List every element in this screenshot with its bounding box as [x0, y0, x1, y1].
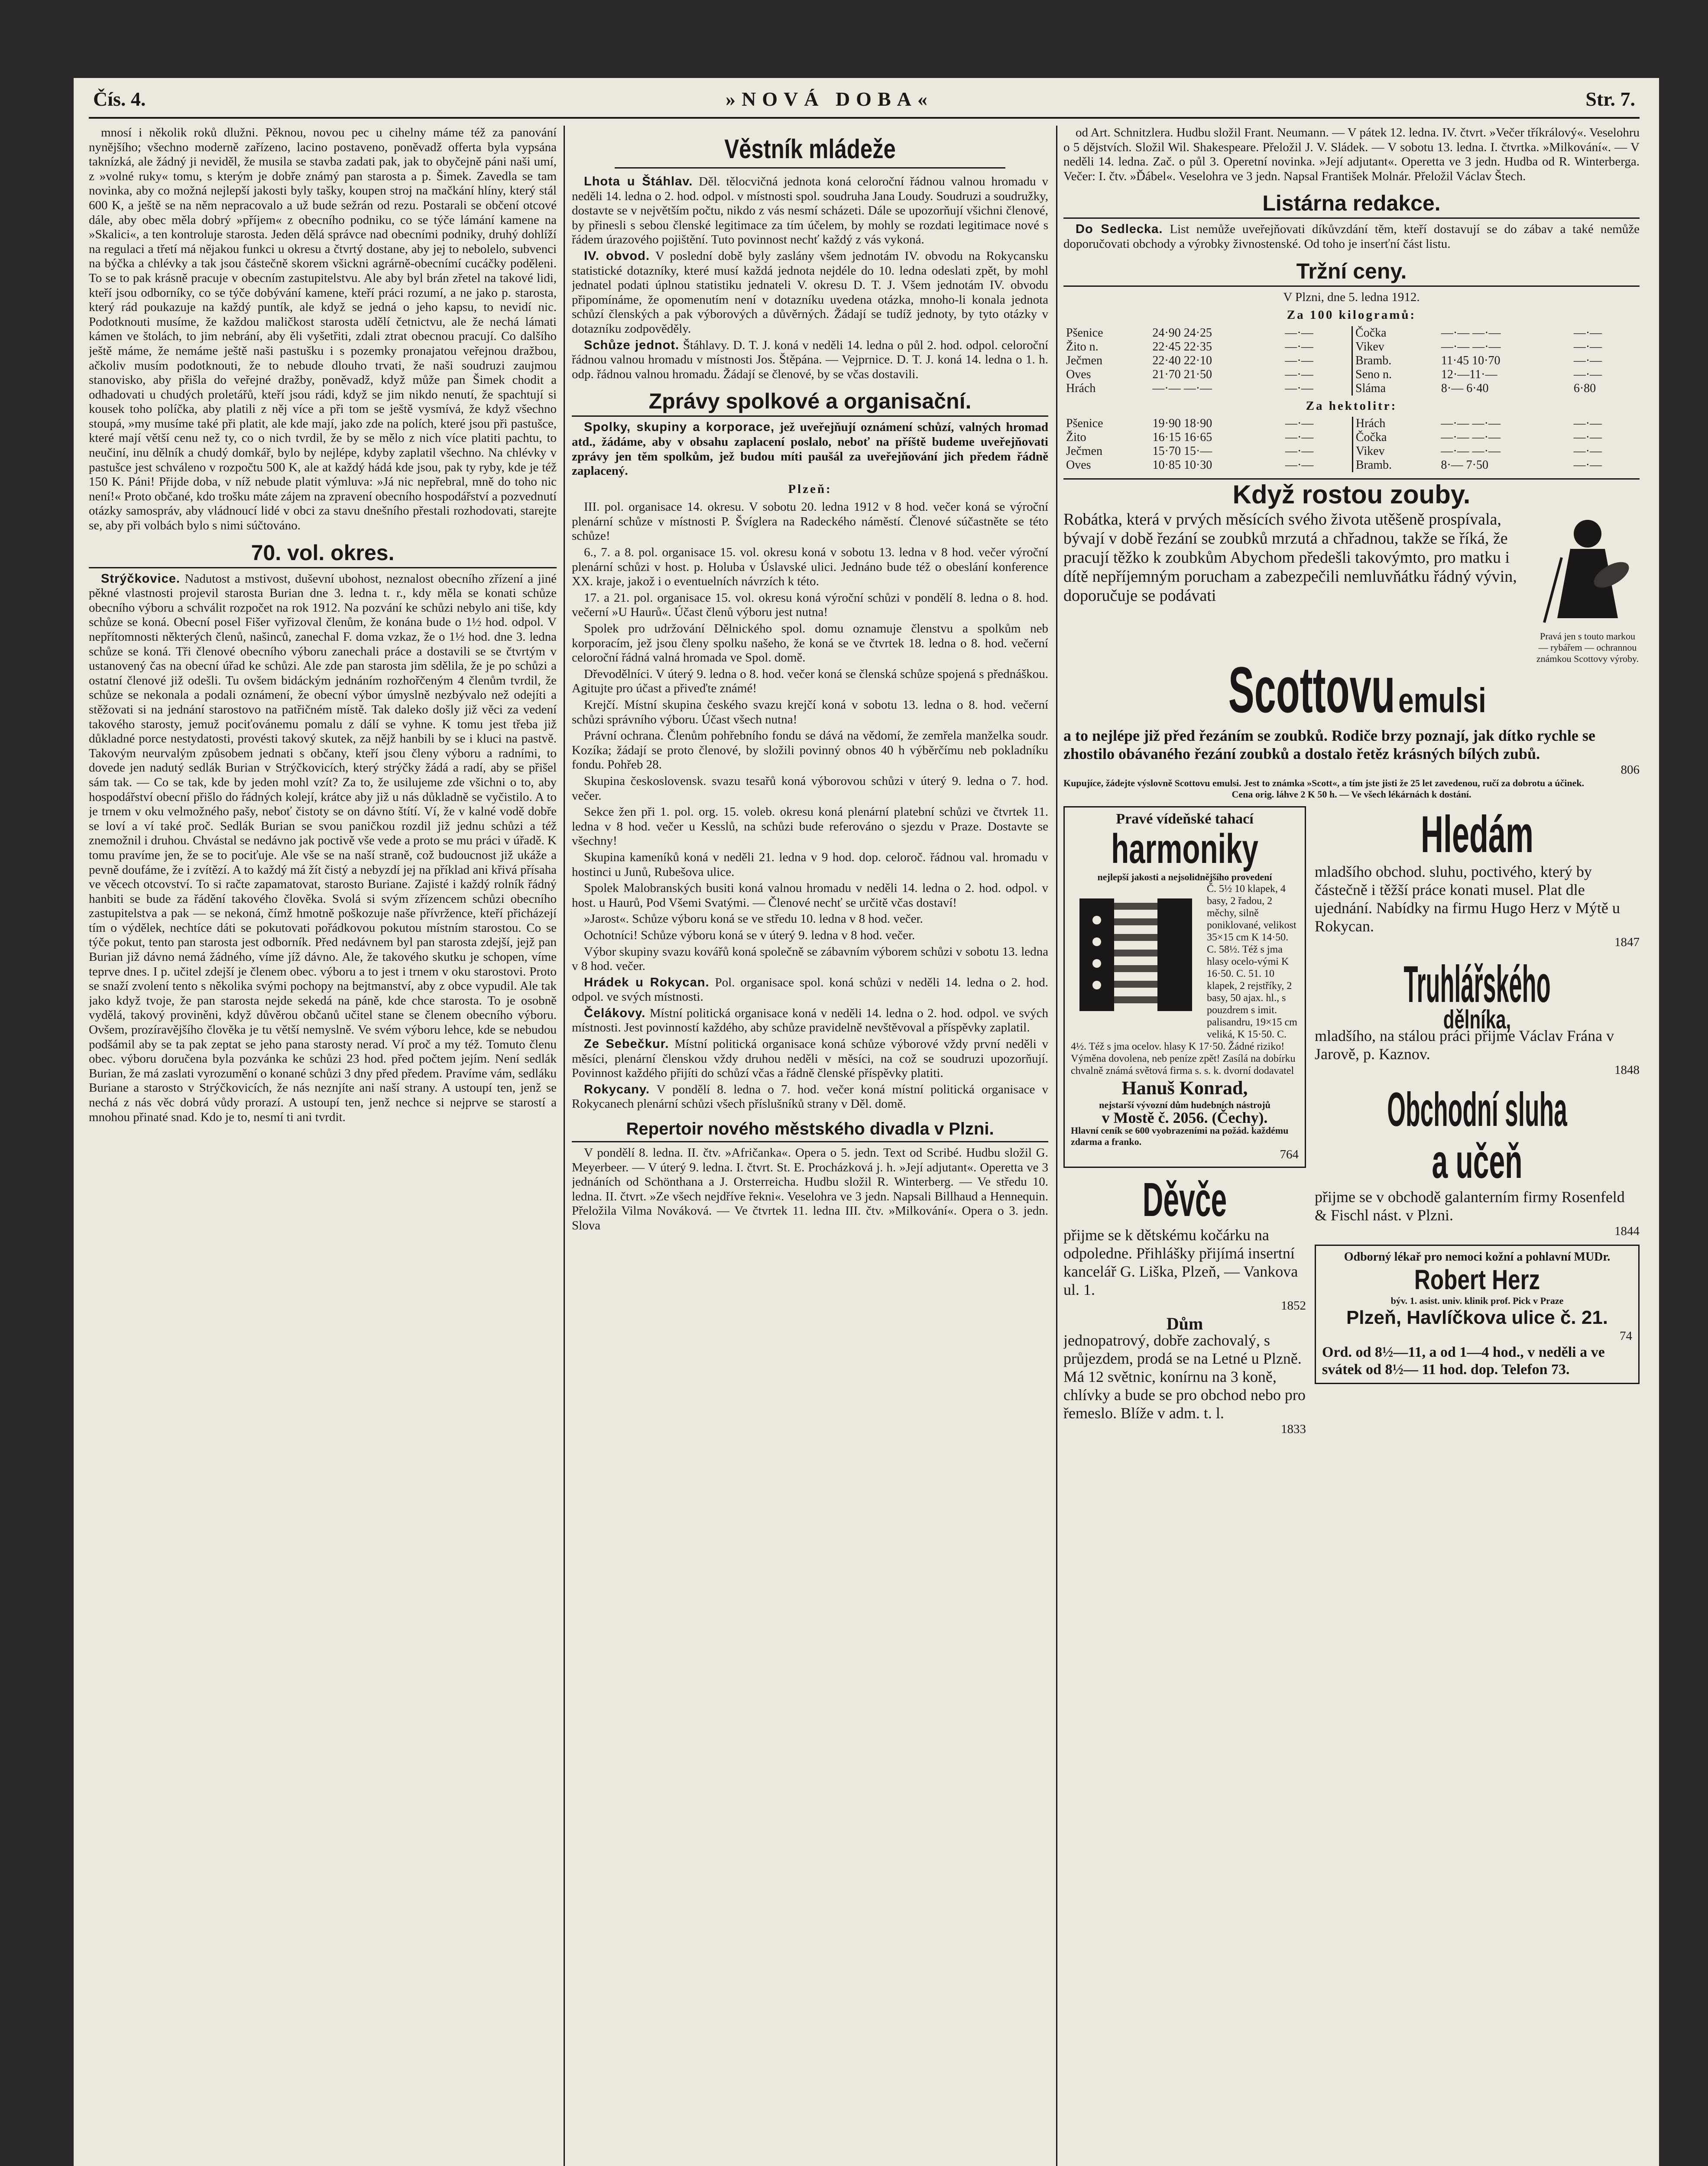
- article-paragraph: [572, 175, 1048, 247]
- city-heading: Plzeň:: [788, 482, 832, 496]
- accordion-icon: [1071, 885, 1201, 1028]
- section-heading: Listárna redakce.: [1063, 191, 1640, 219]
- market-cell: 11·45 10·70: [1441, 353, 1501, 367]
- ad-text: Robátka, která v prvých měsících svého života utěšeně prospívala, bývají v době řezání se zoubků mrzutá a chřadnou, takže se říká, že pracují těžko k zoubkům Abychom předešli takovýmto, pro matku i dítě nepříjemným porucham a zabezpečili nemluvňátku řádný vývin, doporučuje se podávati: [1063, 510, 1517, 605]
- market-cell: Žito: [1066, 431, 1086, 444]
- market-row: [1063, 326, 1640, 340]
- ad-title: Dům: [1166, 1314, 1203, 1334]
- fisherman-icon: [1536, 510, 1640, 627]
- market-subheading: Za 100 kilogramů:: [1287, 308, 1416, 322]
- ad-number: 74: [1620, 1329, 1632, 1343]
- ad-text: jednopatrový, dobře zachovalý, s průjezdem, prodá se na Letné u Plzně. Má 12 světnic, konírnu na 3 koně, chlívky a bude se pro obchod nebo pro řemeslo. Blíže v adm. t. l.: [1063, 1331, 1306, 1422]
- ad-top: Odborný lékař pro nemoci kožní a pohlavní MUDr.: [1344, 1250, 1611, 1264]
- market-cell: —·—: [1285, 444, 1314, 458]
- notice-item: Dřevodělníci. V úterý 9. ledna o 8. hod. večer koná se členská schůze spojená s přednáškou. Agitujte pro účast a přiveďte známé!: [572, 667, 1048, 696]
- ad-hours: Ord. od 8½—11, a od 1—4 hod., v neděli a ve svátek od 8½— 11 hod. dop. Telefon 73.: [1322, 1344, 1605, 1378]
- market-cell: —·—: [1573, 353, 1602, 367]
- ad-number: 1847: [1614, 935, 1640, 949]
- notice-list: [572, 500, 1048, 973]
- market-subheading: Za hektolitr:: [1306, 399, 1397, 413]
- column-rule: [1056, 126, 1057, 2166]
- article-paragraph: mnosí i několik roků dlužni. Pěknou, novou pec u cihelny máme též za panování nynějšího; všechno moderně zařízeno, lacino postaveno, poněvadž offerta byla vypsána taknízká, ale žádný ji neviděl, že musila se stavba zadati pak, jak to obyčejně páni naši umí, z »volné ruky« tomu, s kterým je dobře známý pan starosta a p. Šimek. Zavedla se tam novinka, aby co možná nejlepší jakosti byly tašky, koupen stroj na mačkání hlíny, který stál 600 K, a ještě se na něm nepracovalo a už bude sežrán od rezu. Postarali se občení otcové dále, aby obec měla dobrý »příjem« z obecního podniku, co se týče lámání kamene na »Skalici«, a ten kontroluje starosta. Jeden dělá správce nad obecními podniky, druhý dohlíží na regulaci a třetí má nějakou funkci u okresu a čtvrtý dostane, aby jej to nebolelo, subvenci na býčka a chlévky a tak jsou částečně skorem všickni agrárně-obecnímí cucáčky poděleni. To se to pak krásně pracuje v obecním zastupitelstvu. Ale aby byl brán zřetel na takové lidi, kteří jsou odborníky, co se týče dobývání kamene, kteří práci rozumí, a ne jako p. starosta, který rád poukazuje na každý puntík, ale když se jedná o jeho kapsu, to nevidí nic. Podotknouti musíme, že každou maličkost starosta udělí četnictvu, ale že nechá lámati kámen ve štolách, to jim nebrání, aby ěli vyšetřiti, zdali ztrat obecnou pracují. Co dalšího ještě máme, že nemáme ještě naši pastušku i s pozemky pronajatou veřejnou dražbou, ačkoliv musím podotknouti, že to nebude dlouho trvati, že naši soudruzi zaujmou stanovisko, aby přišla do veřejné dražby, poněvadž, když může pan Šimek chodit a odhadovati u chudých proletářů, kteří jsou rádi, když se jim nikdo nenutí, že spachtují si kousek toho políčka, aby platili z něj více a při tom se ještě vysmívá, že když všechno stoupá, »my musíme také při platit, ale kde mají, jako zde na polích, které jsou při pastušce, které mají větší cenu než ty, co o nich tvrdil, že by se mělo z nich více platiti pachtu, to neučiní, inu dělník a chudý domkář, bylo by nejlépe, kdyby zaplatil všechno. Na chlévky v pastušce jest schváleno v rozpočtu 500 K, ale at každý hádá kde jsou, pak ty ryby, kde je též 150 K. Páni! Přijde doba, v níž nebude platit výmluva: »Já nic nepřebral, mně do toho nic není!« Proto občané, kdo trošku máte zájem na zpravení obecního hospodářství a pozvednutí otázky samospráv, aby vládnoucí lidé v obci za stavu dnešního přestali rozhodovati, starejte se, aby při volbách bylo s nimi súčtováno.: [89, 126, 557, 533]
- ad-hledam: [1315, 806, 1640, 950]
- ad-small: Kupujíce, žádejte výslovně Scottovu emulsi. Jest to známka »Scott«, a tím jste jisti že 25 let zavedenou, ručí za dobrotu a účinek.: [1063, 777, 1585, 788]
- ad-text: mladšího obchod. sluhu, poctivého, který by částečně i těžší práce konati musel. Plat dle ujednání. Nabídky na firmu Hugo Herz v Mýtě u Rokycan.: [1315, 863, 1620, 935]
- trademark-caption: Pravá jen s touto markou — rybářem — ochrannou známkou Scottovy výroby.: [1536, 630, 1639, 664]
- market-cell: Seno n.: [1352, 368, 1439, 382]
- ad-city: Plzeň, Havlíčkova ulice č. 21.: [1346, 1307, 1608, 1329]
- market-cell: Ječmen: [1066, 353, 1102, 367]
- article-paragraph: [1063, 222, 1640, 251]
- notice-item: 6., 7. a 8. pol. organisace 15. vol. okresu koná v sobotu 13. ledna v 8 hod. večer výroční plenární schůzi v host. p. Holuba v Úslavské ulici. Jednáno bude též o obeslání konference XX. kraje, jakož i o eventuelních návrzích k této.: [572, 545, 1048, 589]
- newspaper-page: [74, 78, 1659, 2166]
- market-cell: —·—: [1573, 340, 1602, 353]
- market-cell: 21·70 21·50: [1152, 367, 1212, 381]
- article-lead: Ze Sebečkur.: [584, 1037, 669, 1051]
- section-heading: Tržní ceny.: [1063, 259, 1640, 287]
- ad-truhlar: [1315, 956, 1640, 1078]
- ad-number: 1844: [1614, 1224, 1640, 1238]
- notice-item: Spolek pro udržování Dělnického spol. domu oznamuje členstvu a spolkům neb korporacím, jež jsou členy spolku našeho, že koná se ve čtvrtek 18. ledna o 8. hod. večerní celoroční řádná valná hromada ve Spol. domě.: [572, 622, 1048, 665]
- ad-doctor: [1315, 1245, 1640, 1384]
- market-cell: Oves: [1066, 367, 1091, 381]
- ad-firm-sub: nejstarší vývozní dům hudebních nástrojů: [1099, 1099, 1270, 1110]
- ad-big: Děvče: [1142, 1173, 1227, 1226]
- notice-item: Výbor skupiny svazu kovářů koná společně se zábavním výborem schůzi v sobotu 13. ledna v 8 hod. večer.: [572, 944, 1048, 973]
- market-cell: —·— —·—: [1441, 326, 1501, 340]
- market-cell: Pšenice: [1066, 417, 1103, 431]
- section-heading: 70. vol. okres.: [89, 540, 557, 568]
- market-cell: Bramb.: [1352, 458, 1438, 472]
- market-cell: —·—: [1285, 381, 1313, 395]
- page-number: Str. 7.: [1585, 88, 1635, 110]
- ad-big-2: a učeň: [1432, 1135, 1523, 1188]
- article-text: V poslední době byly zaslány všem jednotám IV. obvodu na Rokycansku statistické dotazníky, které musí každá jednota nejdéle do 10. ledna odeslati zpět, by mohl jednatel podati úplnou statistiku jednateli V. okresu D. T. J. Všem jednotám IV. obvodu připomínáme, že opomenutím není v dotazníku uvedena otázka, mnoho-li konala jednota schůzí členských a pak výborových a důvěrných. Žádají se tudíž jednoty, by tyto otázky v dotazníku zodpověděly.: [572, 249, 1048, 336]
- market-cell: Hrách: [1066, 381, 1096, 395]
- article-text: Místní politická organisace koná v neděli 14. ledna o 2. hod. odpol. ve svých místnosti. Jest povinností každého, aby schůze pravidelně nevštěvoval a příspěvky zaplatil.: [572, 1006, 1048, 1035]
- ad-number: 764: [1280, 1148, 1299, 1162]
- article-text: Místní politická organisace koná schůze výborové vždy první neděli v měsíci, plenární členskou vždy druhou neděli v měsíci, na což se soudruzi upozorňují. Povinnost každého přijíti do schůzí včas a řádně členské příspěvky platiti.: [572, 1037, 1048, 1080]
- article-lead: Hrádek u Rokycan.: [584, 975, 710, 989]
- market-cell: —·—: [1573, 444, 1602, 458]
- market-cell: —·—: [1285, 458, 1314, 472]
- article-text: V pondělí 8. ledna o 7. hod. večer koná místní politická organisace v Rokycanech plenární schůzi všech příslušníků strany v Děl. domě.: [572, 1082, 1048, 1111]
- section-heading: Repertoir nového městského divadla v Plzni.: [572, 1119, 1048, 1142]
- article-text: jež uveřejňují oznámení schůzí, valných hromad atd., žádáme, aby v obsahu zaplacení poslalo, neboť na příště budeme uveřejňovati zprávy jen těm spolkům, jež budou míti paušál za uveřejňování jich předem řádně zaplacený.: [572, 420, 1048, 478]
- market-row: [1063, 354, 1640, 368]
- market-cell: Pšenice: [1066, 326, 1103, 340]
- article-lead: Do Sedlecka.: [1076, 222, 1163, 237]
- notice-item: »Jarost«. Schůze výboru koná se ve středu 10. ledna v 8 hod. večer.: [584, 912, 923, 926]
- market-cell: —·—: [1285, 326, 1313, 340]
- section-heading: Zprávy spolkové a organisační.: [572, 389, 1048, 417]
- ad-mid: dělníka,: [1443, 1005, 1511, 1034]
- market-cell: 8·— 6·40: [1441, 381, 1489, 395]
- article-lead: IV. obvod.: [584, 249, 650, 263]
- ad-city: v Mostě č. 2056. (Čechy).: [1102, 1109, 1268, 1126]
- issue-number: Čís. 4.: [93, 88, 146, 110]
- market-cell: —·— —·—: [1152, 381, 1212, 395]
- article-paragraph: [572, 1006, 1048, 1035]
- notice-item: III. pol. organisace 14. okresu. V sobotu 20. ledna 1912 v 8 hod. večer koná se výroční plenární schůze v místnosti P. Švíglera na Radeckého náměstí. Členové súčastněte se této schůze!: [572, 500, 1048, 543]
- ad-text: a to nejlépe již před řezáním se zoubků. Rodiče brzy poznají, jak dítko rychle se zhostilo obávaného řezání zoubků a dostalo řetěz krásných bílých zubů.: [1063, 727, 1595, 763]
- market-row: [1063, 431, 1640, 444]
- section-heading: Věstník mládeže: [615, 134, 1005, 169]
- market-cell: 19·90 18·90: [1152, 417, 1212, 431]
- article-lead: Schůze jednot.: [584, 338, 680, 352]
- notice-item: Právní ochrana. Členům pohřebního fondu se dává na vědomí, že zemřela manželka soudr. Kozíka; žádají se proto členové, by složili povinný obnos 40 h výběrčímu neb pokladníku fondu. Pohřeb 28.: [572, 729, 1048, 772]
- market-row: [1063, 444, 1640, 458]
- market-row: [1063, 340, 1640, 354]
- notice-item: Krejčí. Místní skupina českého svazu krejčí koná v sobotu 13. ledna o 8. hod. večerní schůzi správního výboru. Účast všech nutna!: [572, 698, 1048, 726]
- notice-item: Sekce žen při 1. pol. org. 15. voleb. okresu koná plenární platební schůzi ve čtvrtek 11. ledna v 8 hod. večer u Kesslů, na schůzi bude referováno o sjezdu v Praze. Dostavte se všechny!: [572, 805, 1048, 848]
- notice-item: Ochotníci! Schůze výboru koná se v úterý 9. ledna v 8 hod. večer.: [584, 928, 915, 942]
- column-2: [572, 126, 1048, 2166]
- ad-text: Č. 5½ 10 klapek, 4 basy, 2 řadou, 2 měchy, silně poniklované, velikost 35×15 cm K 14·50. C. 58½. Též s jma hlasy ocelo-vými K 16·50. C. 51. 10 klapek, 2 rejstříky, 2 basy, 50 ajax. hl., s pouzdrem s imit. palisandru, 19×15 cm veliká, K 15·50. C. 4½. Též s jma ocelov. hlasy K 17·50. Žádné riziko! Výměna dovolena, neb peníze zpět! Zasílá na dobírku chvalně známá světová firma s. s. k. dvorní dodavatel: [1071, 883, 1297, 1077]
- ad-brand-2: emulsi: [1398, 681, 1486, 720]
- ad-brand: Scottovu: [1228, 653, 1395, 726]
- market-cell: —·— —·—: [1441, 431, 1501, 444]
- market-cell: 12·—11·—: [1441, 367, 1497, 381]
- article-paragraph: [572, 338, 1048, 382]
- market-cell: —·—: [1285, 417, 1314, 431]
- ad-price: Cena orig. láhve 2 K 50 h. — Ve všech lékárnách k dostání.: [1232, 788, 1471, 800]
- column-3: [1063, 126, 1640, 2166]
- article-paragraph: od Art. Schnitzlera. Hudbu složil Frant. Neumann. — V pátek 12. ledna. IV. čtvrt. »Večer tříkrálový«. Veselohru o 5 dějstvích. Složil Wil. Shakespeare. Přeložil J. V. Sládek. — V sobotu 13. ledna. I. čtvrtka. »Milkování«. — V neděli 14. ledna. Zač. o půl 3. Operetní novinka. »Její adjutant«. Operetta ve 3 jedn. Hudba od R. Winterberga. Večer: I. čtv. »Ďábel«. Veselohra ve 3 jedn. Napsal František Molnár. Přeložil Václav Štech.: [1063, 126, 1640, 183]
- ad-scott-emulsion: [1063, 478, 1640, 800]
- column-1: [89, 126, 557, 2166]
- article-paragraph: [572, 249, 1048, 337]
- article-paragraph: V pondělí 8. ledna. II. čtv. »Afričanka«. Opera o 5. jedn. Text od Scribé. Hudbu složil G. Meyerbeer. — V úterý 9. ledna. I. čtvrt. St. E. Procházková j. h. »Její adjutant«. Operetta ve 3 jednáních od Schönthana a J. Orsterreicha. Hudbu složil R. Winterberg. — Ve středu 10. ledna. II. čtvrt. »Ze všech nejdříve řekni«. Veselohra ve 3 jedn. Napsali Billhaud a Hennequin. Přeložila Vilma Nováková. — Ve čtvrtek 11. ledna III. čtv. »Milkování«. Opera o 3. jedn. Slova: [572, 1146, 1048, 1232]
- market-cell: —·— —·—: [1441, 444, 1501, 458]
- market-row: [1063, 368, 1640, 382]
- ad-devce: [1063, 1174, 1306, 1437]
- market-cell: 8·— 7·50: [1441, 458, 1488, 472]
- article-lead: Strýčkovice.: [101, 571, 180, 586]
- market-cell: Ječmen: [1066, 444, 1102, 458]
- article-paragraph: [572, 420, 1048, 478]
- market-cell: 16·15 16·65: [1152, 431, 1212, 444]
- ad-text: mladšího, na stálou práci přijme Václav Frána v Jarově, p. Kaznov.: [1315, 1027, 1614, 1063]
- article-paragraph: [572, 1037, 1048, 1081]
- ad-name: Robert Herz: [1414, 1264, 1540, 1296]
- market-cell: 10·85 10·30: [1152, 458, 1212, 472]
- market-cell: 22·45 22·35: [1152, 340, 1212, 353]
- ad-text: přijme se k dětskému kočárku na odpoledne. Přihlášky přijímá insertní kancelář G. Liška, Plzeň, — Vankova ul. 1.: [1063, 1226, 1298, 1298]
- article-lead: Čelákovy.: [584, 1006, 646, 1020]
- market-cell: —·—: [1285, 353, 1313, 367]
- ad-text: přijme se v obchodě galanterním firmy Rosenfeld & Fischl nást. v Plzni.: [1315, 1188, 1625, 1224]
- market-cell: —·—: [1573, 417, 1602, 431]
- market-cell: —·—: [1285, 367, 1313, 381]
- page-header: [89, 87, 1640, 119]
- market-cell: Vikev: [1352, 444, 1438, 458]
- market-cell: —·—: [1285, 431, 1314, 444]
- notice-item: Skupina kameníků koná v neděli 21. ledna v 9 hod. dop. celoroč. řádnou val. hromadu v hostinci u Junů, Rubešova ulice.: [572, 850, 1048, 879]
- market-row: [1063, 417, 1640, 431]
- ad-row: [1063, 806, 1640, 1443]
- market-cell: 22·40 22·10: [1152, 353, 1212, 367]
- article-paragraph: [89, 572, 557, 1125]
- notice-item: Skupina československ. svazu tesařů koná výborovou schůzi v úterý 9. ledna o 7. hod. večer.: [572, 774, 1048, 803]
- masthead-title: »NOVÁ DOBA«: [726, 88, 933, 110]
- market-cell: 6·80: [1573, 381, 1596, 395]
- market-table: [1063, 417, 1640, 472]
- ad-tail: Hlavní ceník se 600 vyobrazeními na požád. každému zdarma a franko.: [1071, 1125, 1289, 1148]
- market-cell: —·— —·—: [1441, 417, 1501, 431]
- market-cell: Čočka: [1352, 431, 1438, 444]
- ad-sub: nejlepší jakosti a nejsolidnějšího provedení: [1097, 871, 1272, 882]
- article-text: Štáhlavy. D. T. J. koná v neděli 14. ledna o půl 2. hod. odpol. celoroční řádnou valnou hromadu v místnosti Jos. Štěpána. — Vejprnice. D. T. J. koná 14. ledna o 1. h. odp. řádnou valnou hromadu. Žádají se členové, by se včas dostavili.: [572, 338, 1048, 381]
- article-text: Pol. organisace spol. koná schůzi v neděli 14. ledna o 2. hod. odpol. ve svých místnosti.: [572, 975, 1048, 1004]
- article-lead: Spolky, skupiny a korporace,: [584, 420, 775, 434]
- article-lead: Lhota u Štáhlav.: [584, 175, 693, 188]
- ad-big: Obchodní sluha: [1387, 1083, 1567, 1136]
- column-rule: [564, 126, 565, 2166]
- market-date: V Plzni, dne 5. ledna 1912.: [1283, 290, 1420, 304]
- market-cell: —·—: [1573, 458, 1602, 472]
- ad-big: Hledám: [1420, 805, 1534, 863]
- notice-item: 17. a 21. pol. organisace 15. vol. okresu koná výroční schůzi v pondělí 8. ledna o 8. hod. večerní »U Haurů«. Účast členů výboru jest nutna!: [572, 590, 1048, 619]
- ad-number: 806: [1620, 763, 1640, 777]
- market-row: [1063, 382, 1640, 396]
- ad-sub: býv. 1. asist. univ. klinik prof. Pick v Praze: [1390, 1295, 1564, 1307]
- market-cell: Oves: [1066, 458, 1091, 472]
- market-cell: 24·90 24·25: [1152, 326, 1212, 340]
- market-cell: Sláma: [1352, 382, 1439, 396]
- article-paragraph: [572, 1083, 1048, 1112]
- ad-number: 1833: [1281, 1422, 1306, 1436]
- market-cell: —·— —·—: [1441, 340, 1501, 353]
- ad-harmonika: [1063, 806, 1306, 1168]
- market-cell: Bramb.: [1352, 354, 1439, 368]
- market-cell: —·—: [1573, 431, 1602, 444]
- ad-title: Když rostou zouby.: [1232, 480, 1471, 509]
- market-cell: 15·70 15·—: [1152, 444, 1212, 458]
- ad-column-left: [1063, 806, 1306, 1443]
- article-paragraph: [572, 976, 1048, 1005]
- article-lead: Rokycany.: [584, 1082, 650, 1096]
- ad-column-right: [1315, 806, 1640, 1443]
- article-text: Děl. tělocvičná jednota koná celoroční řádnou valnou hromadu v neděli 14. ledna o 2. hod. odpol. v místnosti spol. soudruha Jana Loudy. Soudruzi a soudružky, dostavte se v největším počtu, nikdo z vás nesmí scházeti. Dále se upozorňují všichni členové, by přinesli s sebou členské legitimace za tím účelem, by mohly se rozdati legitimace nové s řádem úrazového pojištění. Tuto povinnost nechť každý z vás vykoná.: [572, 175, 1048, 247]
- ad-big: harmoniky: [1111, 825, 1258, 872]
- article-text: Nadutost a mstivost, duševní ubohost, neznalost obecního zřízení a jiné pěkné vlastnosti projevil starosta Burian dne 3. ledna t. r., kdy měla se konati schůze obecního výboru a schválit rozpočet na rok 1912. Na pozvání ke schůzi nebylo ani tiše, kdy schůze se koná. Obecní posel Fišer vyřizoval členům, že konána bude o 1½ hod. odpol. V nepřítomnosti některých členů, našinců, zanechal F. doma vzkaz, že o 1½ hod. dne 3. ledna schůze se koná. Tři členové obecního výboru zanechali práce a dostavili se se čtvrtým v ustanovený čas na obecní úřad ke schůzi. Ale zde pan starosta jim sdělila, že je po schůzi a ostatní členové již odešli. Tu ovšem bidáckým jednáním rozhořčeným 4 členům tvrdil, že schůze se nekonala a podali oznámení, že obecní výbor úmyslně nezbývalo než odejíti a stěžovati si na jednání starostovo na patřičném místě. Tak daleko došly již věci za vedení takového starosty, jemuž pociťovánemu pomalu z dálí se vyhne. K tomu jest třeba již důkladné porce nestydatosti, provésti takový skutek, za nějž hanbili by se i kluci na pastvě. Takovým neurvalým způsobem jednati s občany, kteří jsou členy výboru a radními, to dovede jen nadutý sedlák Burian v Strýčkovicích, který strýčky žádá a radí, aby se přišel sám tak. — Co se tak, kde by jeden mohl vzít? Za to, že usilujeme zde všichni o to, aby hospodářství obecní přišlo do řádných kolejí, krátce aby již u nás důkladně se vyčistilo. A to je trnem v oku velmožného pašy, neboť čistoty se on dávno štítí. Ví, že v kalné vodě dobře se loví a ví také proč. Sedlák Burian se svou paničkou rozdil již jednu schůzi a též znemožnil i druhou. Chvástal se nedávno jak poctivě vše vede a proto se mu práci v úřadě. K tomu pravíme jen, že se to pociťuje. Ale vše se na naší straně, což budoucnost již ukáže a pevně doufáme, že i zvítězí. A to každý má žít čistý a nebyzdí jej na příklad ani křivá přísaha ve věcech otcovství. To si račte zapamatovat, starosto Buriane. Zajisté i každý rolník řádný hanbiti se bude za řádění takového člověka. Svolá si svým zřízencem schůzi obecního zastupitelstva a pak — se nekoná, čímž hmotně poškozuje naše přívržence, kteří přicházejí tím o výdělek, nechtíce dáti se pokutovati pořádkovou pokutou místním starostou. Co se týče pokut, tento pan starosta jest odborník. Před nedávnem byl pan starosta zdejší, jejž pan Burian již dávno nemá žádného, víme jíž dávno. Ale, že takového skutku je schopen, víme teprve dnes. I p. učitel zdejší je členem obec. výboru a to jest i trnem v oku starostovi. Proto se snaží zvolení tento s několika svými pochopy na bejtmanství, aby z obce vypudil. Ale tak jako když tvoje, že pan starosta nejde sekedá na páně, kde chce starosta. To je osobně vydělá, takový proviněni, když důvěrou občanů učitel stane se členem obecního výboru. Ovšem, prozíravějšího člověka je tu větší nemyslně. Ve svém výboru lehce, kde se nebudou podšámil aby se ta pak zeptat se jeho pana starosty nerad. Ví proč a my též. Tomuto členu obec. výboru doručena byla pozvánka ke schůzi 23 hod. před počtem jejím. Není sedlák Burian, že má zaslati vyrozumění o konané schůzi 3 dny před předem. Pravíme vám, sedláku Buriane a starosto v Strýčkovicích, že nás neznjíte ani naší strany. A ustoupí ten, jenž se nechá z nás věc dobrá vůdy prorazí. A ustoupí ten, jenž nechce si nejprve se starostí a mnohou přinaté snad. Kdo je to, nesmí ti ani tvrdit.: [89, 571, 557, 1124]
- fisherman-trademark: [1536, 510, 1640, 664]
- ad-number: 1848: [1614, 1063, 1640, 1077]
- ad-number: 1852: [1281, 1298, 1306, 1313]
- article-text: List nemůže uveřejňovati díkůvzdání těm, kteří dostavují se do zábav a také nemůže doporučovati obchody a výrobky živnostenské. Od toho je inserťní část listu.: [1063, 222, 1640, 251]
- ad-big: Truhlářského: [1403, 955, 1551, 1013]
- ad-obchodni-sluha: [1315, 1084, 1640, 1239]
- ad-top: Pravé vídeňské tahací: [1116, 811, 1254, 827]
- notice-item: Spolek Malobranských busiti koná valnou hromadu v neděli 14. ledna o 2. hod. odpol. v host. u Haurů, Pod Všemi Svatými. — Členové nechť se určitě včas dostaví!: [572, 881, 1048, 910]
- market-cell: —·—: [1573, 367, 1602, 381]
- market-cell: Čočka: [1352, 326, 1439, 340]
- market-cell: Žito n.: [1066, 340, 1099, 353]
- ad-firm: Hanuš Konrad,: [1121, 1077, 1248, 1099]
- market-cell: —·—: [1285, 340, 1313, 353]
- market-row: [1063, 458, 1640, 472]
- market-table: [1063, 326, 1640, 396]
- market-cell: Hrách: [1352, 417, 1438, 431]
- market-cell: —·—: [1573, 326, 1602, 340]
- market-cell: Vikev: [1352, 340, 1439, 354]
